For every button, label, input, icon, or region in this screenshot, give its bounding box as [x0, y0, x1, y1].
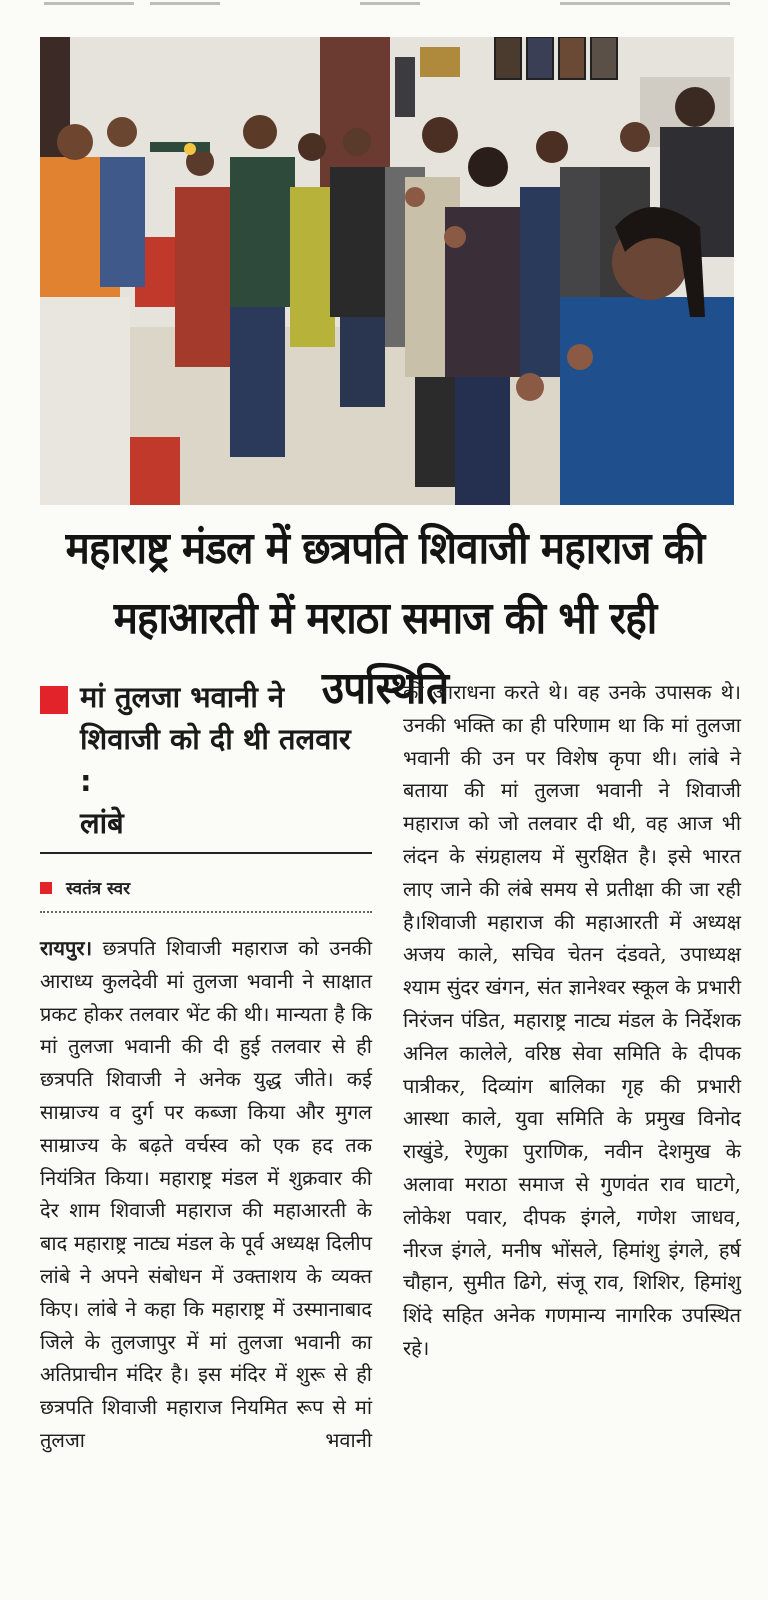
article-column-left [40, 676, 372, 1457]
byline-text: स्वतंत्र स्वर [66, 879, 131, 899]
red-square-icon [40, 686, 68, 714]
headline-line-2: महाआरती में मराठा समाज की भी रही उपस्थिति [113, 593, 657, 714]
headline-line-1: महाराष्ट्र मंडल में छत्रपति शिवाजी महाराज की [65, 523, 705, 574]
group-photo-icon [40, 37, 734, 505]
byline [40, 876, 372, 899]
top-edge-strip [0, 0, 768, 10]
article-body-right [403, 676, 741, 1365]
article-column-right [403, 676, 741, 1365]
subheadline-line-1: मां तुलजा भवानी ने [80, 680, 285, 714]
subheadline [40, 676, 372, 844]
byline-square-icon [40, 882, 52, 894]
subheadline-line-2: शिवाजी को दी थी तलवार : [80, 722, 351, 798]
article-right-text: की आराधना करते थे। वह उनके उपासक थे। उनकी भक्ति का ही परिणाम था कि मां तुलजा भवानी की उन पर विशेष कृपा थी। लांबे ने बताया की मां तुलजा भवानी ने शिवाजी महाराज को जो तलवार दी थी, वह आज भी लंदन के संग्रहालय में सुरक्षित है। इसे भारत लाए जाने की लंबे समय से प्रतीक्षा की जा रही है।शिवाजी महाराज की महाआरती में अध्यक्ष अजय काले, सचिव चेतन दंडवते, उपाध्यक्ष श्याम सुंदर खंगन, संत ज्ञानेश्वर स्कूल के प्रभारी निरंजन पंडित, महाराष्ट्र नाट्य मंडल के निर्देशक अनिल कालेले, वरिष्ठ सेवा समिति के दीपक पात्रीकर, दिव्यांग बालिका गृह की प्रभारी आस्था काले, युवा समिति के प्रमुख विनोद राखुंडे, रेणुका पुराणिक, नवीन देशमुख के अलावा मराठा समाज से गुणवंत राव घाटगे, लोकेश पवार, दीपक इंगले, गणेश जाधव, नीरज इंगले, मनीष भोंसले, हिमांशु इंगले, हर्ष चौहान, सुमीत ढिगे, संजू राव, शिशिर, हिमांशु शिंदे सहित अनेक गणमान्य नागरिक उपस्थित रहे। [403, 680, 741, 1360]
subheadline-line-3: लांबे [80, 806, 124, 840]
article-left-text: छत्रपति शिवाजी महाराज को उनकी आराध्य कुलदेवी मां तुलजा भवानी ने साक्षात प्रकट होकर तलवार भेंट की थी। मान्यता है कि मां तुलजा भवानी की दी हुई तलवार से ही छत्रपति शिवाजी ने अनेक युद्ध जीते। कई साम्राज्य व दुर्ग पर कब्जा किया और मुगल साम्राज्य के बढ़ते वर्चस्व को एक हद तक नियंत्रित किया। महाराष्ट्र मंडल में शुक्रवार की देर शाम शिवाजी महाराज की महाआरती के बाद महाराष्ट्र नाट्य मंडल के पूर्व अध्यक्ष दिलीप लांबे ने अपने संबोधन में उक्ताशय के व्यक्त किए। लांबे ने कहा कि महाराष्ट्र में उस्मानाबाद जिले के तुलजापुर में मां तुलजा भवानी का अतिप्राचीन मंदिर है। इस मंदिर में शुरू से ही छत्रपति शिवाजी महाराज नियमित रूप से मां तुलजा भवानी [40, 936, 372, 1452]
article-body-left [40, 932, 372, 1457]
dateline-city: रायपुर। [40, 936, 93, 960]
event-photo [40, 37, 734, 505]
subheadline-rule [40, 852, 372, 854]
byline-divider [40, 911, 372, 913]
